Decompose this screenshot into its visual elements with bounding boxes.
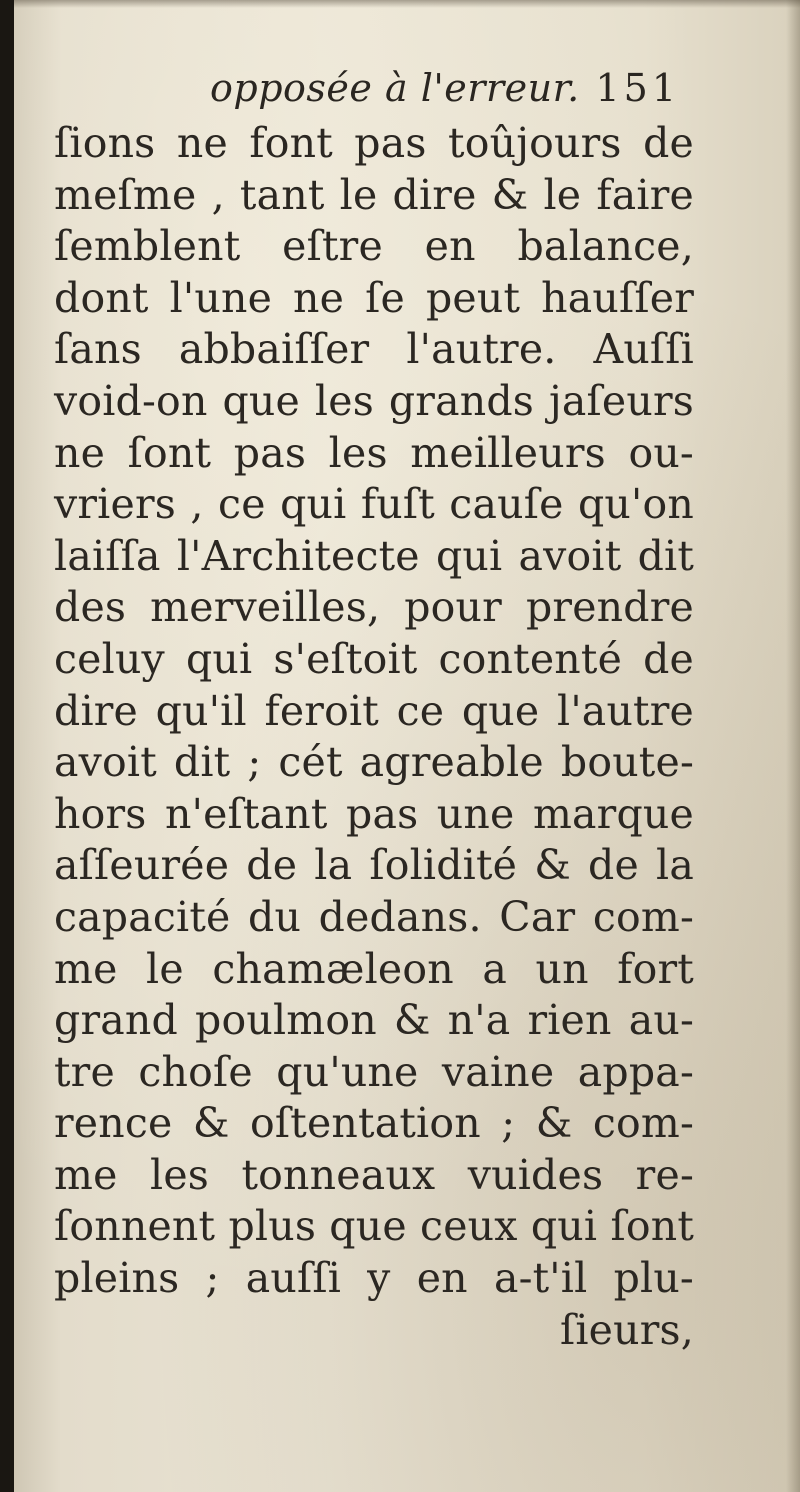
text-line: dire qu'il feroit ce que l'autre: [54, 686, 694, 735]
page-top-shadow: [14, 0, 800, 8]
text-line: capacité du dedans. Car com-: [54, 892, 694, 941]
text-line: ſans abbaiſſer l'autre. Auſſi: [54, 325, 694, 374]
text-line: dont l'une ne ſe peut hauſſer: [54, 273, 694, 322]
text-line: rence & oſtentation ; & com-: [54, 1099, 694, 1148]
text-line: meſme , tant le dire & le faire: [54, 170, 694, 219]
body-text: [54, 118, 694, 1356]
page-right-shadow: [786, 0, 800, 1492]
running-head-title: opposée à l'erreur.: [210, 66, 580, 110]
text-line: ſions ne font pas toûjours de: [54, 119, 694, 167]
text-line: void-on que les grands jaſeurs: [54, 376, 694, 425]
running-head: [210, 62, 680, 122]
text-line: me les tonneaux vuides re-: [54, 1150, 694, 1199]
page-number: 151: [595, 66, 680, 110]
text-line: hors n'eſtant pas une marque: [54, 789, 694, 838]
text-line: vriers , ce qui fuſt cauſe qu'on: [54, 480, 694, 529]
text-line: ſemblent eſtre en balance,: [54, 222, 694, 271]
catchword-line: ſieurs,: [559, 1305, 694, 1354]
text-line: grand poulmon & n'a rien au-: [54, 996, 694, 1045]
text-line: aſſeurée de la ſolidité & de la: [54, 841, 694, 890]
text-line: ſonnent plus que ceux qui ſont: [54, 1202, 694, 1251]
book-page: [14, 0, 800, 1492]
text-line: tre choſe qu'une vaine appa-: [54, 1047, 694, 1096]
text-line: avoit dit ; cét agreable boute-: [54, 738, 694, 787]
text-line: ne ſont pas les meilleurs ou-: [54, 428, 694, 477]
text-line: laiſſa l'Architecte qui avoit dit: [54, 531, 694, 580]
text-line: celuy qui s'eſtoit contenté de: [54, 634, 694, 683]
text-line: me le chamæleon a un fort: [54, 944, 694, 993]
text-line: pleins ; auſſi y en a-t'il plu-: [54, 1254, 694, 1303]
text-line: des merveilles, pour prendre: [54, 583, 694, 632]
